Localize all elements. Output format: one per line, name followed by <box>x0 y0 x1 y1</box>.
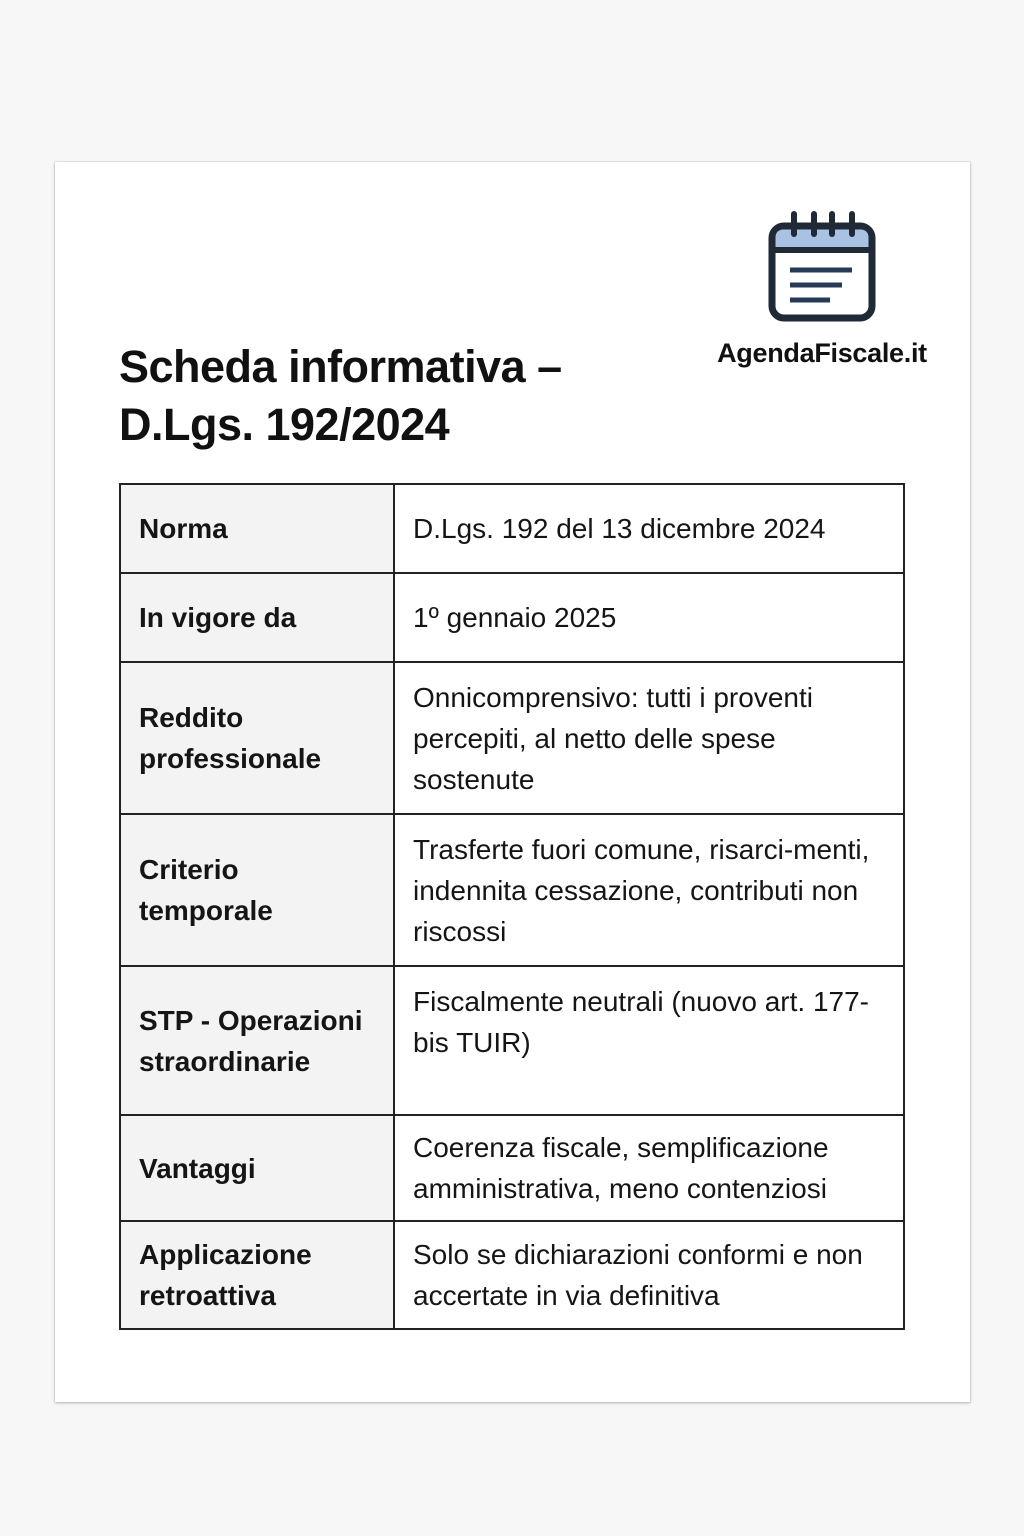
row-value: Trasferte fuori comune, risarci-menti, indennita cessazione, contributi non riscossi <box>394 814 904 966</box>
row-value: 1º gennaio 2025 <box>394 573 904 662</box>
row-label: Vantaggi <box>120 1115 394 1221</box>
table-row <box>120 662 904 814</box>
table-row <box>120 573 904 662</box>
row-label: Reddito professionale <box>120 662 394 814</box>
row-value: Solo se dichiarazioni conformi e non accertate in via definitiva <box>394 1221 904 1329</box>
brand-name: AgendaFiscale.it <box>717 338 927 368</box>
table-row <box>120 966 904 1115</box>
page-title <box>119 338 562 454</box>
page-title-line-2: D.Lgs. 192/2024 <box>119 399 450 450</box>
row-label: STP - Operazioni straordinarie <box>120 966 394 1115</box>
row-label: Criterio temporale <box>120 814 394 966</box>
row-value: D.Lgs. 192 del 13 dicembre 2024 <box>394 484 904 573</box>
row-value: Coerenza fiscale, semplificazione amministrativa, meno contenziosi <box>394 1115 904 1221</box>
table-row <box>120 484 904 573</box>
row-label: Norma <box>120 484 394 573</box>
info-table <box>119 483 905 1330</box>
table-row <box>120 814 904 966</box>
brand-logo <box>702 210 942 369</box>
row-label: Applicazione retroattiva <box>120 1221 394 1329</box>
info-card <box>55 162 970 1402</box>
table-row <box>120 1115 904 1221</box>
row-label: In vigore da <box>120 573 394 662</box>
row-value: Onnicomprensivo: tutti i proventi percepiti, al netto delle spese sostenute <box>394 662 904 814</box>
calendar-icon <box>766 210 878 326</box>
row-value: Fiscalmente neutrali (nuovo art. 177-bis TUIR) <box>394 966 904 1115</box>
table-row <box>120 1221 904 1329</box>
page-title-line-1: Scheda informativa – <box>119 341 562 392</box>
